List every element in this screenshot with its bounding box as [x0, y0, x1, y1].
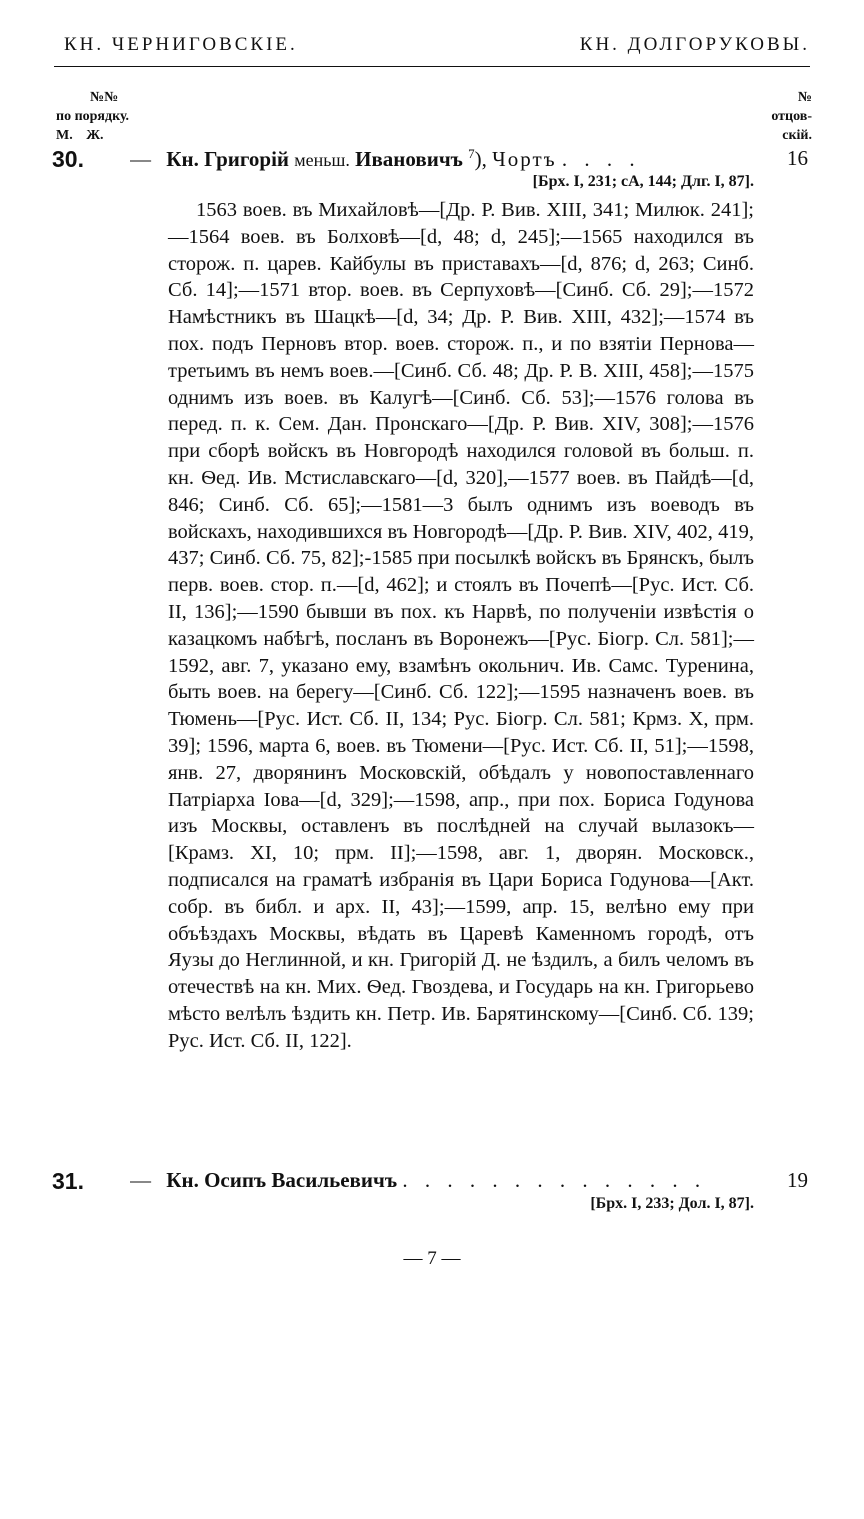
entry-30-nickname: Чортъ [492, 147, 557, 171]
father-heading-label-end: скій. [782, 128, 812, 143]
entry-30-footnote-close: ), [474, 147, 487, 171]
entry-31-number: 31. [52, 1168, 84, 1194]
entry-31-name-line [130, 1168, 756, 1193]
entry-30-patronymic: Ивановичъ [355, 147, 463, 171]
entry-30-footnote-ref: 7 [468, 146, 475, 161]
running-head-left: КН. ЧЕРНИГОВСКІЕ. [64, 34, 298, 55]
running-head-right: КН. ДОЛГОРУКОВЫ. [579, 34, 810, 55]
entry-31-leader-dots: . . . . . . . . . . . . . . [402, 1168, 707, 1192]
entry-31-father-number: 19 [787, 1168, 808, 1192]
entry-30-dash: — [130, 147, 151, 171]
entry-31-dash: — [130, 1168, 151, 1192]
entry-30-leader-dots: . . . . [561, 147, 641, 171]
father-column-heading [771, 88, 812, 145]
entry-30-body: 1563 воев. въ Михайловѣ—[Др. Р. Вив. XIII, 341; Милюк. 241];—1564 воев. въ Болховѣ—[d, 48; d, 245];—1565 находился въ сторож. п. царев. Кайбулы въ приставахъ—[d, 876; d, 263; Синб. Сб. 14];—1571 втор. воев. въ Серпуховѣ—[Синб. Сб. 29];—1572 Намѣстникъ въ Шацкѣ—[d, 34; Др. Р. Вив. XIII, 432];—1574 въ пох. подъ Перновъ втор. воев. сторож. п., и по взятіи Пернова—третьимъ въ немъ воев.—[Синб. Сб. 48; Др. Р. В. XIII, 458];—1575 однимъ изъ воев. въ Калугѣ—[Синб. Сб. 53];—1576 голова въ перед. п. к. Сем. Дан. Пронскаго—[Др. Р. Вив. XIV, 308];—1576 при сборѣ войскъ въ Новгородѣ находился головой въ больш. п. кн. Ѳед. Ив. Мстиславскаго—[d, 320],—1577 воев. въ Пайдѣ—[d, 846; Синб. Сб. 65];—1581—3 былъ однимъ изъ воеводъ въ войскахъ, находившихся въ Новгородѣ—[Др. Р. Вив. XIV, 402, 419, 437; Синб. Сб. 75, 82];-1585 при посылкѣ войскъ въ Брянскъ, былъ перв. воев. стор. п.—[d, 462]; и стоялъ въ Почепѣ—[Рус. Ист. Сб. II, 136];—1590 бывши въ пох. къ Нарвѣ, по полученіи извѣстія о казацкомъ набѣгѣ, посланъ въ Воронежъ—[Рус. Біогр. Сл. 581];—1592, авг. 7, указано ему, взамѣнъ окольнич. Ив. Самс. Туренина, быть воев. на берегу—[Синб. Сб. 122];—1595 назначенъ воев. въ Тюмень—[Рус. Ист. Сб. II, 134; Рус. Біогр. Сл. 581; Крмз. X, прм. 39]; 1596, марта 6, воев. въ Тюмени—[Рус. Ист. Сб. II, 51];—1598, янв. 27, дворянинъ Московскій, обѣдалъ у новопоставленнаго Патріарха Іова—[d, 329];—1598, апр., при пох. Бориса Годунова изъ Москвы, оставленъ въ послѣдней на случай вылазокъ—[Крамз. XI, 10; прм. II];—1598, авг. 1, дворян. Московск., подписался на граматѣ избранія въ Цари Бориса Годунова—[Акт. собр. въ библ. и арх. II, 43];—1599, апр. 15, велѣно ему при объѣздахъ Москвы, вѣдать въ Царевѣ Каменномъ городѣ, отъ Яузы до Неглинной, и кн. Григорій Д. не ѣздилъ, а билъ челомъ въ отечествѣ на кн. Мих. Ѳед. Гвоздева, и Государь на кн. Григорьево мѣсто велѣлъ ѣздить кн. Петр. Ив. Барятинскому—[Синб. Сб. 139; Рус. Ист. Сб. II, 122]. [168, 199, 754, 1052]
order-heading-label: по порядку. [56, 109, 130, 124]
entry-30-qualifier: меньш. [294, 150, 350, 170]
entry-30-number: 30. [52, 146, 84, 172]
entry-30-name: Кн. Григорій [166, 147, 290, 171]
entry-30-father-number: 16 [787, 146, 808, 170]
entry-30-source: [Брх. I, 231; сА, 144; Длг. I, 87]. [532, 173, 754, 190]
order-heading-numbers: №№ [90, 90, 119, 105]
order-column-heading [56, 88, 129, 145]
order-heading-gender: М. Ж. [56, 128, 104, 143]
father-heading-number: № [797, 90, 812, 105]
father-heading-label: отцов- [771, 109, 812, 124]
entry-30-name-line [130, 146, 756, 172]
entry-31-source: [Брх. I, 233; Дол. I, 87]. [590, 1195, 754, 1212]
page-number: — 7 — [403, 1248, 461, 1269]
header-rule [54, 66, 810, 67]
entry-31-name: Кн. Осипъ Васильевичъ [166, 1168, 398, 1192]
